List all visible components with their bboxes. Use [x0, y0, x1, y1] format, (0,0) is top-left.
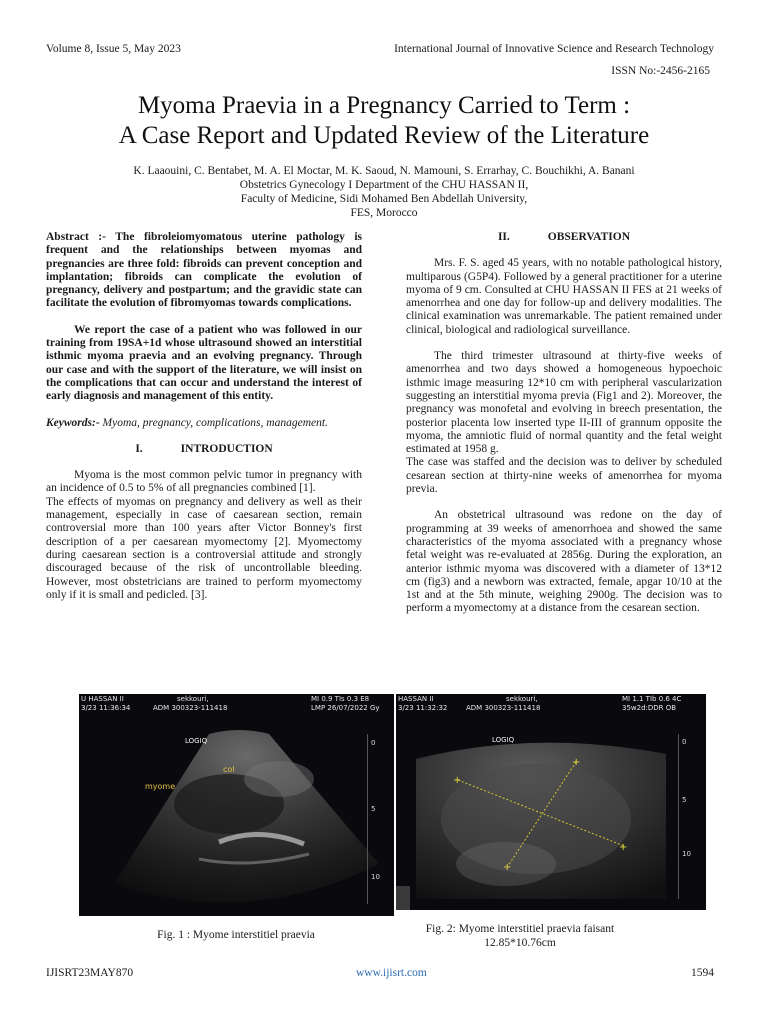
introduction-title: INTRODUCTION [180, 442, 273, 455]
observation-paragraph-2: The third trimester ultrasound at thirty-five weeks of amenorrhea and two days showed a homogeneous hypoechoic isthmic image measuring 12*10 cm with peripheral vascularization suggesting an interstitial myoma previa (Fig1 and 2). Moreover, the pregnancy was monofetal and evolving in breech presentation, the posterior placenta low inserted type II-III of grannum opposite the myoma, the amniotic fluid of normal quantity and the fetal weight estimated at 1958 g. [406, 350, 722, 456]
figure-2-caption [420, 922, 620, 950]
paper-title-line2: A Case Report and Updated Review of the Literature [118, 122, 650, 149]
fig1-overlay-mi: MI 0.9 TIs 0.3 E8 [311, 695, 370, 703]
fig2-scale-10: 10 [682, 850, 691, 858]
fig2-overlay-ga: 35w2d:DDR OB [622, 704, 677, 712]
figure-1-ultrasound-image [79, 694, 394, 916]
keywords-text: Myoma, pregnancy, complications, management. [102, 416, 328, 429]
keywords-line [46, 417, 362, 430]
abstract-paragraph: Abstract :- The fibroleiomyomatous uterine pathology is frequent and the relationships between myomas and pregnancies are three fold: fibroids can prevent conception and implantation; fibroids can complicate the evolution of pregnancy, delivery and postpartum; and the gravidic state can facilitate the evolution of fibromyomas towards complications. [46, 231, 362, 310]
fig2-overlay-adm: ADM 300323-111418 [466, 704, 541, 712]
svg-text:+: + [572, 757, 581, 768]
fig1-overlay-user: sekkouri, [177, 695, 209, 703]
svg-text:+: + [453, 775, 462, 786]
keywords-label: Keywords:- [46, 416, 100, 429]
right-column [406, 231, 722, 616]
volume-info: Volume 8, Issue 5, May 2023 [46, 43, 181, 55]
observation-paragraph-1: Mrs. F. S. aged 45 years, with no notable pathological history, multiparous (G5P4). Followed by a general practitioner for a uterine myoma of 9 cm. Consulted at CHU HASSAN II FES at 21 weeks of amenorrhea and one day for follow-up and delivery modalities. The clinical examination was unremarkable. The patient remained under clinical, biological and radiological surveillance. [406, 257, 722, 336]
fig2-overlay-mi: MI 1.1 TIb 0.6 4C [622, 695, 682, 703]
intro-paragraph-1: Myoma is the most common pelvic tumor in pregnancy with an incidence of 0.5 to 5% of all pregnancies combined [1]. [46, 469, 362, 495]
fig1-logo-label: LOGIQ [185, 737, 208, 745]
paper-title-line1: Myoma Praevia in a Pregnancy Carried to Term : [137, 92, 631, 119]
introduction-number: I. [135, 442, 143, 455]
fig1-label-col: col [223, 765, 235, 774]
figure-2-ultrasound-image [396, 694, 706, 910]
affiliation-dept: Obstetrics Gynecology I Department of the CHU HASSAN II, [239, 179, 529, 191]
figure-2-caption-line2: 12.85*10.76cm [484, 937, 556, 949]
fig2-overlay-hospital: HASSAN II [398, 695, 434, 703]
author-list: K. Laaouini, C. Bentabet, M. A. El Moctar, M. K. Saoud, N. Mamouni, S. Errarhay, C. Bouchikhi, A. Banani [133, 165, 635, 177]
abstract-case-paragraph: We report the case of a patient who was followed in our training from 19SA+1d whose ultrasound showed an interstitial isthmic myoma praevia and an evolving pregnancy. Through our case and with the support of the literature, we will insist on the complications that can occur and understand the interest of early diagnosis and management of this entity. [46, 323, 362, 403]
observation-title: OBSERVATION [547, 231, 631, 243]
fig1-scale-5: 5 [371, 805, 376, 813]
journal-name: International Journal of Innovative Science and Research Technology [394, 43, 714, 55]
left-column [46, 231, 362, 602]
fig1-scale-10: 10 [371, 873, 380, 881]
figure-2-caption-line1: Fig. 2: Myome interstitiel praevia faisant [425, 923, 615, 935]
fig2-scale-5: 5 [682, 796, 687, 804]
fig1-overlay-hospital: U HASSAN II [81, 695, 124, 703]
affiliation-city: FES, Morocco [350, 207, 418, 219]
svg-text:+: + [619, 842, 628, 853]
footer-paper-id: IJISRT23MAY870 [46, 967, 134, 979]
fig2-overlay-time: 3/23 11:32:32 [398, 704, 448, 712]
fig2-scale-0: 0 [682, 738, 687, 746]
figure-1-caption: Fig. 1 : Myome interstitiel praevia [157, 929, 315, 941]
fig1-label-myome: myome [145, 782, 176, 791]
observation-paragraph-3: The case was staffed and the decision was to deliver by scheduled cesarean section at thirty-nine weeks of amenorrhea for myoma previa. [406, 456, 722, 496]
intro-paragraph-2: The effects of myomas on pregnancy and delivery as well as their management, especially in case of caesarean section, remain controversial more than 100 years after Victor Bonney's first description of a per caesarean myomectomy [2]. Myomectomy during caesarean section is a controversial attitude and strongly discouraged because of the risk of uncontrollable bleeding. However, most obstetricians are trained to perform myomectomy only if it is small and pedicled. [3]. [46, 495, 362, 601]
issn: ISSN No:-2456-2165 [611, 65, 710, 77]
observation-number: II. [497, 231, 510, 243]
observation-heading [406, 231, 722, 244]
svg-text:+: + [503, 862, 512, 873]
affiliation-faculty: Faculty of Medicine, Sidi Mohamed Ben Abdellah University, [240, 193, 528, 205]
footer-website-link[interactable]: www.ijisrt.com [356, 967, 427, 979]
fig2-overlay-user: sekkouri, [506, 695, 538, 703]
introduction-heading [46, 443, 362, 456]
fig1-overlay-adm: ADM 300323-111418 [153, 704, 228, 712]
fig2-logo-label: LOGIQ [492, 736, 515, 744]
observation-paragraph-4: An obstetrical ultrasound was redone on the day of programming at 39 weeks of amenorrhoea and showed the same characteristics of the myoma associated with a pregnancy whose fetal weight was re-evaluated at 2856g. During the exploration, an anterior isthmic myoma was discovered with a diameter of 13*12 cm (fig3) and a newborn was extracted, female, apgar 10/10 at the 1st and at the 5th minute, weighing 2900g. The decision was to perform a myomectomy at a distance from the cesarean section. [406, 509, 722, 615]
fig1-overlay-lmp: LMP 26/07/2022 Gy [311, 704, 380, 712]
footer-page-number: 1594 [691, 967, 714, 979]
fig1-scale-0: 0 [371, 739, 376, 747]
fig1-overlay-time: 3/23 11:36:34 [81, 704, 131, 712]
